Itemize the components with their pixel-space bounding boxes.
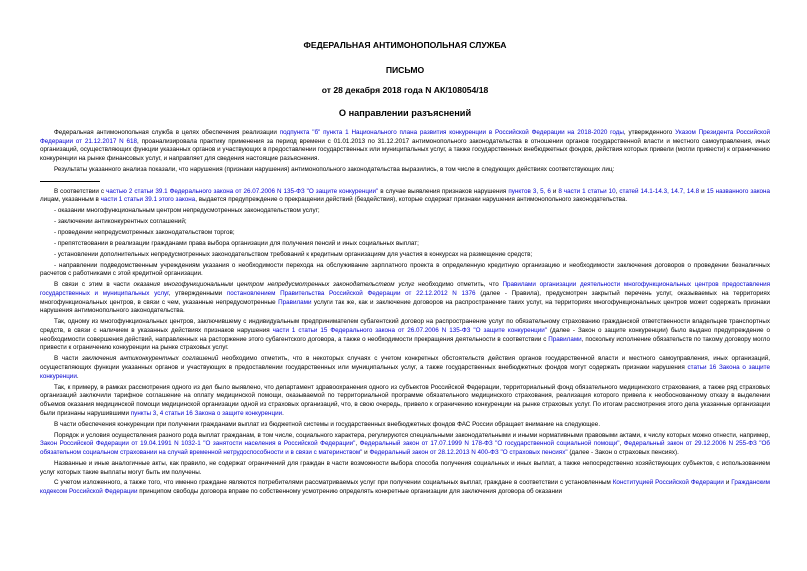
paragraph-conclusion [40,479,770,496]
text: В связи с этим в части [54,281,134,289]
text: (далее - Правила), предусмотрен закрытый перечень услуг, оказываемых на территориях многофункциональных центров, в связи с чем, указанные непредусмотренные [40,290,770,306]
link-article-15[interactable]: 15 [706,187,714,195]
text: и [723,479,732,487]
text: принципом свободы договора вправе по собственному усмотрению определять конкретные организации для заключения договора об оказании [137,488,563,496]
text: , [619,440,624,448]
link-article-16[interactable]: статьи 16 Закона о защите конкуренции [40,364,771,380]
link-social-insurance-law[interactable]: Федеральный закон от 29.12.2006 N 255-ФЗ "Об обязательном социальном страховании на случай временной нетрудоспособности и в связи с материнством" [40,440,771,456]
link-rules[interactable]: Правилами [548,335,582,343]
org-title: ФЕДЕРАЛЬНАЯ АНТИМОНОПОЛЬНАЯ СЛУЖБА [303,40,507,50]
link-points-3[interactable]: пункты 3 [130,409,157,417]
text: , выдается предупреждение о прекращении действий (бездействия), которые содержат признаки нарушения антимонопольного законодательства. [195,196,628,204]
text: , [615,187,620,195]
link-article-16-points[interactable]: 4 статьи 16 Закона о защите конкуренции [159,409,283,417]
paragraph-payment-rules [40,432,770,458]
text: В части [54,355,82,363]
link-government-decree[interactable]: постановлением Правительства Российской Федерации от 22.12.2012 N 1376 [226,290,476,298]
link-national-plan[interactable]: подпункта "б" пункта 1 Национального плана развития конкуренции в Российской Федерации на 2018-2020 годы [279,129,624,136]
text: услуги так же, как и заключение договоров на распространение таких услуг, на территориях многофункциональных центров может содержать признаки нарушения антимонопольного законодательства. [40,298,770,315]
text: , утвержденного [623,129,676,136]
link-constitution[interactable]: Конституцией Российской Федерации [612,479,724,487]
text: , поскольку исполнение обязательств по такому договору могло привести к ограничению конкуренции на рынке страховых услуг. [40,335,770,352]
link-civil-code[interactable]: Гражданским кодексом Российской Федерации [40,479,770,496]
paragraph-agreements-example [40,384,770,419]
doc-subject: О направлении разъяснений [338,108,472,118]
list-item: - установлении дополнительных непредусмотренных законодательством требований к кредитным организациям для участия в конкурсах на размещение средств; [54,250,533,258]
text: и [699,187,707,195]
paragraph-mfc-example [40,318,770,353]
emphasis: заключения антиконкурентных соглашений [81,355,219,363]
paragraph-payments: В части обеспечения конкуренции при получении гражданами выплат из бюджетной системы и государственных внебюджетных фондов ФАС России обращает внимание на следующее. [54,420,601,428]
paragraph-intro [40,129,770,164]
link-named-law[interactable]: названного закона [715,187,771,195]
footnote-separator [40,181,100,182]
text: , проанализировала практику применения за период времени с 01.01.2013 по 31.12.2017 антимонопольного законодательства в отношении органов государственной власти и местного самоуправления, иных организаций, осуществляющих функции указанных органов и участвующих в предоставлении государственных или муниципальных услуг, а также государственных внебюджетных фондов, действия которых привели (могли привести) к ограничению конкуренции на рынке финансовых услуг, и направляет для сведения настоящие разъяснения. [40,137,770,163]
text: (далее - Закон о страховых пенсиях). [567,448,679,456]
text: и [550,187,559,195]
text: . [282,409,284,417]
link-article-39-1-part-1[interactable]: части 1 статьи 39.1 этого закона [100,196,196,204]
text: Порядок и условия осуществления разного рода выплат гражданам, в том числе, социального характера, регулируются специальными законодательными и иными нормативными правовыми актами, к числу которых можно отнести, например, [54,431,770,439]
text: (далее - Закон о защите конкуренции) было выдано предупреждение о необходимости совершения действий, направленных на расторжение этого субагентского договора, а также о необходимости прекращения деятельности в соответствии с [40,327,770,343]
text: С учетом изложенного, а также того, что именно граждане являются потребителями рассматриваемых услуг при получении социальных выплат, граждане в соответствии с установленным [54,479,613,487]
text: , утвержденными [168,290,227,298]
link-article-15-part-1[interactable]: части 1 статьи 15 Федерального закона от 26.07.2006 N 135-ФЗ "О защите конкуренции" [272,327,547,335]
link-president-decree[interactable]: Указом Президента Российской Федерации от 21.12.2017 N 618 [40,129,770,145]
list-item: - оказании многофункциональным центром непредусмотренных законодательством услуг; [54,207,320,215]
link-points[interactable]: пунктов 3, 5, 6 [508,187,551,195]
document-body [40,129,770,497]
paragraph-mfc [40,281,770,316]
paragraph-agreements [40,355,770,381]
text: , [156,409,160,417]
text: необходимо отметить, что [414,281,503,289]
doc-type: ПИСЬМО [385,65,425,75]
link-pension-law[interactable]: Федеральный закон от 28.12.2013 N 400-ФЗ "О страховых пенсиях" [369,448,568,456]
paragraph-no-restrictions: Названные и иные аналогичные акты, как правило, не содержат ограничений для граждан в части возможности выбора способа получения социальных и иных выплат, а также непосредственно хозяйствующих субъектов, с использованием услуг которых такие выплаты могут быть им получены. [40,459,770,476]
text: в случае выявления признаков нарушения [378,187,509,195]
text: , [355,440,360,448]
link-article-10[interactable]: 8 части 1 статьи 10 [558,187,616,195]
text: В соответствии с [54,187,107,195]
link-employment-law[interactable]: Закон Российской Федерации от 19.04.1991 N 1032-1 "О занятости населения в Российской Федерации" [40,440,356,448]
list-item: - проведении непредусмотренных законодательством торгов; [54,229,235,237]
link-article-39-1[interactable]: частью 2 статьи 39.1 Федерального закона от 26.07.2006 N 135-ФЗ "О защите конкуренции" [106,187,379,195]
text: Так, одному из многофункциональных центров, заключившему с индивидуальным предпринимателем субагентский договор на распространение услуг по обязательному страхованию гражданской ответственности владельцев транспортных средств, в связи с наличием в указанных действиях признаков нарушения [40,318,770,335]
text: . [76,372,79,380]
list-item: - препятствовании в реализации гражданами права выбора организации для получения пенсий и иных социальных выплат; [54,239,419,247]
link-articles-14[interactable]: статей 14.1-14.3, 14.7, 14.8 [619,187,700,195]
emphasis: оказания многофункциональным центром непредусмотренных законодательством услуг [133,281,415,289]
paragraph-footnote [40,188,770,205]
text: необходимо отметить, что в некоторых случаях с учетом конкретных обстоятельств действия органов государственной власти и местного самоуправления, иных организаций, осуществляющих функции указанных органов и участвующих в предоставлении государственных или муниципальных услуг, а также государственных внебюджетных фондов могут содержать признаки нарушения [40,355,770,372]
text: Федеральная антимонопольная служба в целях обеспечения реализации [54,129,280,136]
list-item: - заключении антиконкурентных соглашений; [54,218,187,226]
link-mfc-rules[interactable]: Правилами организации деятельности многофункциональных центров предоставления государственных и муниципальных услуг [40,281,770,298]
doc-date-number: от 28 декабря 2018 года N АК/108054/18 [321,85,489,95]
paragraph-results: Результаты указанного анализа показали, что нарушения (признаки нарушения) антимонопольного законодательства выразились, в том числе в следующих действиях соответствующих лиц: [54,166,615,173]
text: Так, к примеру, в рамках рассмотрения одного из дел было выявлено, что департамент здравоохранения одного из субъектов Российской Федерации, территориальный фонд обязательного медицинского страхования, а также ряд страховых организаций заключили тарифное соглашение на оплату медицинской помощи, оказываемой по территориальной программе обязательного медицинского страхования, реализация которого привела к необоснованному отказу в выделении объемов оказания медицинской помощи медицинской организации одной из страховых организаций, что, в свою очередь, привело к ограничению конкуренции на рынке страховых услуг. По итогам рассмотрения этого дела указанные организации были признаны нарушившими [40,383,770,417]
document [40,14,770,499]
link-rules[interactable]: Правилами [278,298,312,306]
link-social-help-law[interactable]: Федеральный закон от 17.07.1999 N 178-ФЗ "О государственной социальной помощи" [359,440,620,448]
list-item: - направлении подведомственным учреждениям указания о необходимости перехода на обслуживание зарплатного проекта в определенную кредитную организацию и необходимости заключения договоров о проведении безналичных расчетов с работниками с этой кредитной организации. [40,261,770,278]
text: лицам, указанным в [40,196,101,204]
text: и [362,448,370,456]
